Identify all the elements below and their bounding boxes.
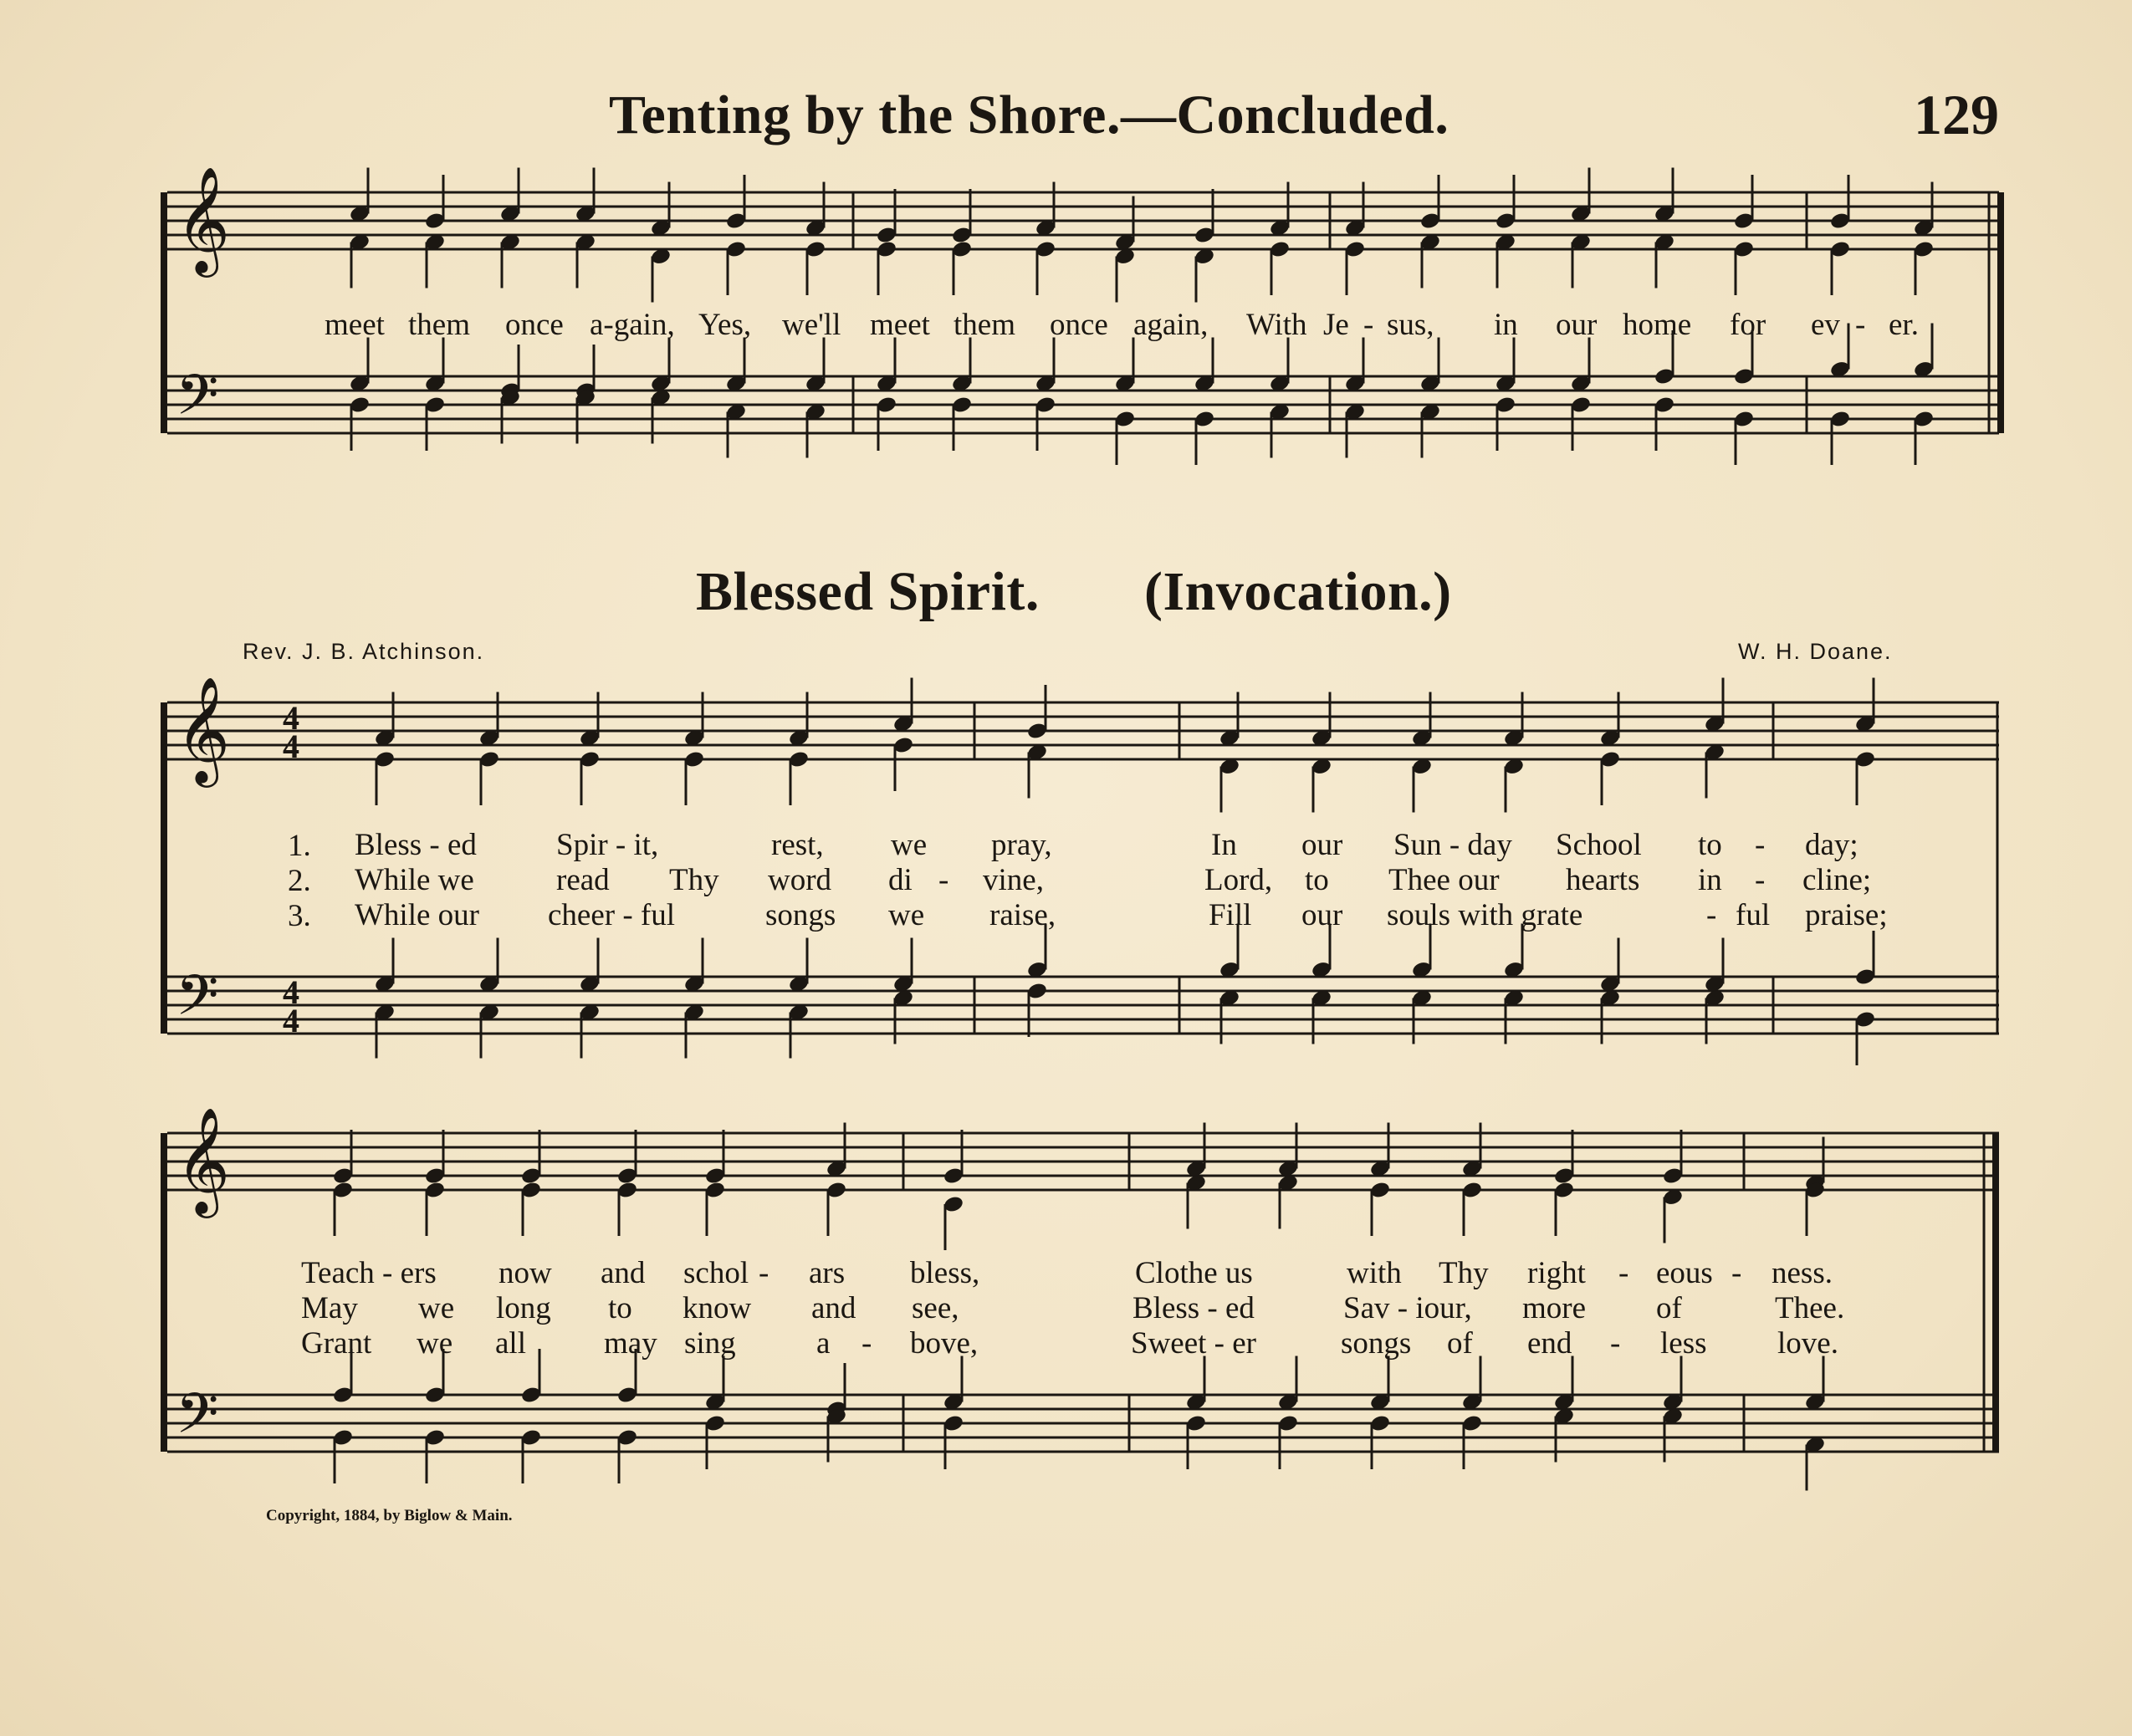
lyric-word: eous bbox=[1656, 1256, 1713, 1290]
lyric-word: songs bbox=[765, 898, 836, 932]
lyric-word: we bbox=[417, 1326, 453, 1361]
lyric-word: for bbox=[1730, 308, 1766, 342]
lyric-word: pray, bbox=[991, 828, 1052, 862]
lyric-word: cheer - ful bbox=[548, 898, 676, 932]
lyric-word: a bbox=[816, 1326, 831, 1361]
lyric-word: may bbox=[604, 1326, 657, 1361]
lyric-word: er. bbox=[1889, 308, 1919, 342]
lyric-word: Spir - it, bbox=[556, 828, 659, 862]
lyric-word: Thy bbox=[1439, 1256, 1489, 1290]
lyric-word: more bbox=[1522, 1291, 1587, 1325]
lyric-word: Teach - ers bbox=[301, 1256, 437, 1290]
lyric-word: School bbox=[1556, 828, 1642, 862]
lyric-word: Thee. bbox=[1775, 1291, 1845, 1325]
lyric-word: with bbox=[1347, 1256, 1402, 1290]
lyric-word: our bbox=[1301, 828, 1343, 862]
lyric-word: vine, bbox=[983, 863, 1044, 897]
lyric-word: - bbox=[938, 863, 949, 897]
lyric-word: souls with grate bbox=[1387, 898, 1583, 932]
lyric-word: - bbox=[1855, 308, 1866, 342]
lyric-word: Bless - ed bbox=[355, 828, 477, 862]
lyric-word: our bbox=[1556, 308, 1598, 342]
lyric-word: ars bbox=[809, 1256, 846, 1290]
lyric-word: to bbox=[1305, 863, 1329, 897]
copyright-notice: Copyright, 1884, by Biglow & Main. bbox=[266, 1507, 513, 1524]
bass-clef-icon: 𝄢 bbox=[176, 363, 219, 441]
lyric-word: day; bbox=[1805, 828, 1858, 862]
lyric-word: songs bbox=[1341, 1326, 1412, 1361]
lyric-word: While we bbox=[355, 863, 474, 897]
treble-clef-icon: 𝄞 bbox=[176, 166, 231, 273]
lyric-word: sing bbox=[684, 1326, 736, 1361]
lyric-word: long bbox=[496, 1291, 551, 1325]
lyric-word: raise, bbox=[989, 898, 1056, 932]
lyric-word: we'll bbox=[782, 308, 841, 342]
lyric-word: meet bbox=[325, 308, 385, 342]
lyric-word: read bbox=[556, 863, 610, 897]
lyric-word: In bbox=[1211, 828, 1237, 862]
lyric-word: Sweet - er bbox=[1131, 1326, 1256, 1361]
lyric-word: Fill bbox=[1209, 898, 1252, 932]
lyric-word: - bbox=[1363, 308, 1374, 342]
lyric-word: to bbox=[1698, 828, 1722, 862]
lyric-word: once bbox=[505, 308, 564, 342]
lyric-word: we bbox=[891, 828, 928, 862]
lyric-word: of bbox=[1447, 1326, 1473, 1361]
lyric-word: all bbox=[495, 1326, 526, 1361]
time-signature-bottom: 4 bbox=[283, 1002, 299, 1039]
lyric-word: and bbox=[811, 1291, 856, 1325]
lyric-word: Lord, bbox=[1204, 863, 1273, 897]
lyric-word: praise; bbox=[1805, 898, 1888, 932]
lyric-word: to bbox=[608, 1291, 632, 1325]
lyric-word: - bbox=[1706, 898, 1717, 932]
lyric-word: May bbox=[301, 1291, 358, 1325]
verse-number: 2. bbox=[288, 864, 311, 898]
lyric-word: - bbox=[759, 1256, 769, 1290]
lyric-word: right bbox=[1527, 1256, 1586, 1290]
lyric-word: di bbox=[888, 863, 913, 897]
lyric-word: Bless - ed bbox=[1132, 1291, 1255, 1325]
lyric-word: in bbox=[1698, 863, 1722, 897]
lyricist-credit: Rev. J. B. Atchinson. bbox=[243, 639, 485, 664]
lyric-word: word bbox=[768, 863, 832, 897]
lyric-word: - bbox=[861, 1326, 872, 1361]
verse-number: 3. bbox=[288, 899, 311, 933]
page-number: 129 bbox=[1914, 83, 1999, 146]
lyric-word: home bbox=[1623, 308, 1692, 342]
lyric-word: - bbox=[1755, 863, 1766, 897]
lyric-word: While our bbox=[355, 898, 479, 932]
song2-subtitle: (Invocation.) bbox=[1144, 561, 1452, 622]
lyric-word: ev bbox=[1811, 308, 1840, 342]
lyric-word: - bbox=[1618, 1256, 1629, 1290]
lyric-word: of bbox=[1656, 1291, 1682, 1325]
composer-credit: W. H. Doane. bbox=[1738, 639, 1893, 664]
lyric-word: now bbox=[498, 1256, 552, 1290]
time-signature-top: 4 bbox=[283, 973, 299, 1011]
lyric-word: know bbox=[683, 1291, 752, 1325]
song2-title: Blessed Spirit. bbox=[696, 561, 1040, 622]
lyric-word: Grant bbox=[301, 1326, 372, 1361]
lyric-word: Clothe us bbox=[1135, 1256, 1253, 1290]
lyric-word: we bbox=[418, 1291, 455, 1325]
lyric-word: hearts bbox=[1566, 863, 1640, 897]
lyric-word: ness. bbox=[1772, 1256, 1833, 1290]
lyric-word: we bbox=[888, 898, 925, 932]
time-signature-top: 4 bbox=[283, 699, 299, 737]
lyric-word: see, bbox=[912, 1291, 959, 1325]
lyric-word: Yes, bbox=[698, 308, 752, 342]
lyric-word: - bbox=[1755, 828, 1766, 862]
lyric-word: bove, bbox=[910, 1326, 979, 1361]
lyric-word: end bbox=[1527, 1326, 1572, 1361]
lyric-word: them bbox=[954, 308, 1015, 342]
bass-clef-icon: 𝄢 bbox=[176, 963, 219, 1041]
lyric-word: meet bbox=[870, 308, 930, 342]
lyric-word: bless, bbox=[910, 1256, 980, 1290]
lyric-word: Sun - day bbox=[1393, 828, 1512, 862]
treble-clef-icon: 𝄞 bbox=[176, 1106, 231, 1213]
lyric-word: cline; bbox=[1802, 863, 1872, 897]
lyric-word: Thy bbox=[669, 863, 719, 897]
lyric-word: and bbox=[601, 1256, 646, 1290]
lyric-word: less bbox=[1660, 1326, 1707, 1361]
lyric-word: again, bbox=[1133, 308, 1209, 342]
lyric-word: - bbox=[1731, 1256, 1742, 1290]
lyric-word: ful bbox=[1736, 898, 1771, 932]
lyric-word: schol bbox=[683, 1256, 749, 1290]
time-signature-bottom: 4 bbox=[283, 728, 299, 765]
lyric-word: sus, bbox=[1387, 308, 1434, 342]
lyric-word: Sav - iour, bbox=[1343, 1291, 1472, 1325]
bass-clef-icon: 𝄢 bbox=[176, 1381, 219, 1459]
lyric-word: - bbox=[1610, 1326, 1621, 1361]
lyric-word: With bbox=[1246, 308, 1307, 342]
song1-title: Tenting by the Shore.—Concluded. bbox=[609, 84, 1449, 146]
lyric-word: in bbox=[1494, 308, 1518, 342]
lyric-word: Thee our bbox=[1388, 863, 1500, 897]
verse-number: 1. bbox=[288, 829, 311, 863]
lyric-word: rest, bbox=[771, 828, 824, 862]
lyric-word: once bbox=[1050, 308, 1108, 342]
lyric-word: them bbox=[408, 308, 470, 342]
lyric-word: a-gain, bbox=[590, 308, 675, 342]
lyric-word: love. bbox=[1777, 1326, 1838, 1361]
lyric-word: our bbox=[1301, 898, 1343, 932]
treble-clef-icon: 𝄞 bbox=[176, 676, 231, 783]
lyric-word: Je bbox=[1323, 308, 1349, 342]
